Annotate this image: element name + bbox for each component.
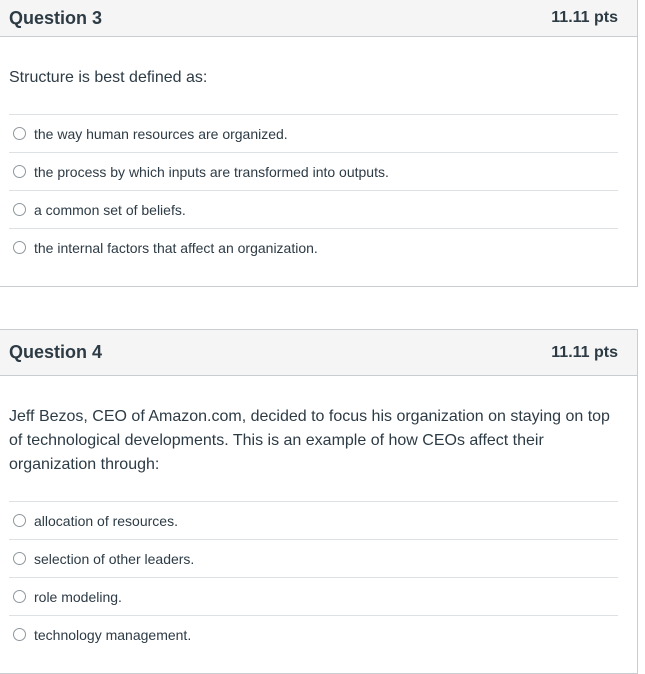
question-text: Structure is best defined as: [9,69,208,86]
answer-label[interactable]: a common set of beliefs. [34,201,186,218]
question-card-3 [0,0,638,287]
question-points: 11.11 pts [551,9,618,26]
radio-button[interactable] [13,127,26,140]
answer-label[interactable]: the way human resources are organized. [34,125,288,142]
radio-button[interactable] [13,165,26,178]
answer-list [9,501,618,653]
answer-label[interactable]: role modeling. [34,588,122,605]
answer-label[interactable]: the internal factors that affect an organization. [34,239,318,256]
answer-option[interactable] [9,615,618,653]
answer-option[interactable] [9,190,618,228]
radio-button[interactable] [13,514,26,527]
answer-label[interactable]: allocation of resources. [34,512,178,529]
answer-option[interactable] [9,501,618,539]
answer-option[interactable] [9,228,618,266]
answer-label[interactable]: the process by which inputs are transformed into outputs. [34,163,389,180]
answer-label[interactable]: selection of other leaders. [34,550,195,567]
question-header [0,0,637,37]
question-text: Jeff Bezos, CEO of Amazon.com, decided to focus his organization on staying on top of technological developments. This is an example of how CEOs affect their organization through: [9,408,610,473]
radio-button[interactable] [13,590,26,603]
answer-list [9,114,618,266]
question-card-4 [0,329,638,674]
answer-label[interactable]: technology management. [34,626,192,643]
answer-option[interactable] [9,539,618,577]
radio-button[interactable] [13,628,26,641]
answer-option[interactable] [9,114,618,152]
question-title: Question 4 [9,342,103,362]
question-title: Question 3 [9,7,103,28]
question-points: 11.11 pts [551,343,618,361]
radio-button[interactable] [13,203,26,216]
radio-button[interactable] [13,241,26,254]
answer-option[interactable] [9,577,618,615]
radio-button[interactable] [13,552,26,565]
answer-option[interactable] [9,152,618,190]
question-header [0,330,637,376]
